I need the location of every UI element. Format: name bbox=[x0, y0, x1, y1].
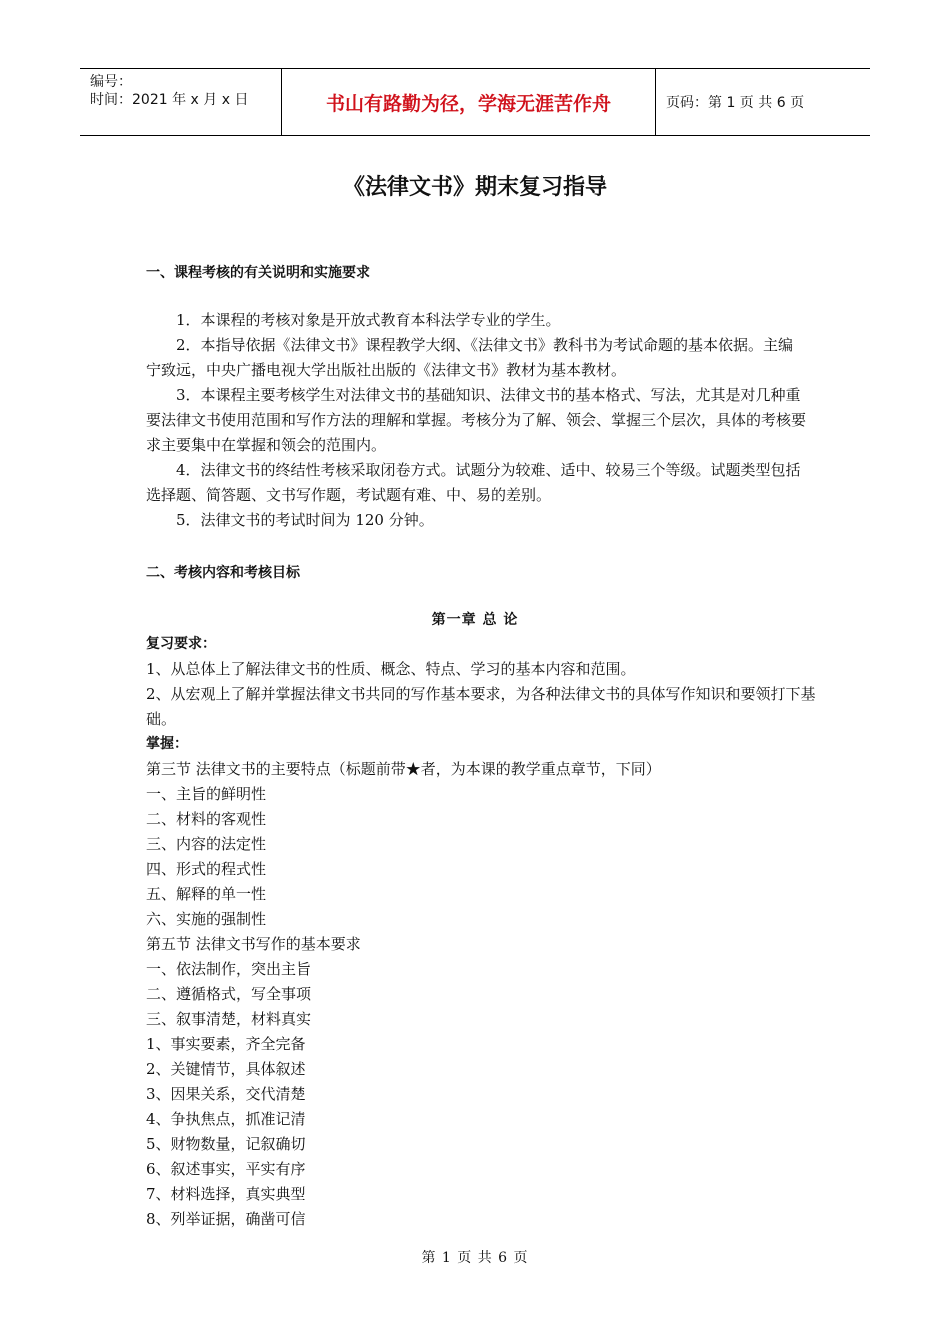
list-item: 四、形式的程式性 bbox=[146, 860, 267, 878]
list-item: 第三节 法律文书的主要特点（标题前带★者，为本课的教学重点章节，下同） bbox=[146, 760, 661, 778]
document-title: 《法律文书》期末复习指导 bbox=[342, 175, 607, 200]
list-item: 六、实施的强制性 bbox=[146, 910, 267, 928]
list-item: 1、从总体上了解法律文书的性质、概念、特点、学习的基本内容和范围。 bbox=[146, 660, 636, 678]
list-item: 8、列举证据，确凿可信 bbox=[146, 1210, 306, 1228]
list-item: 1、事实要素，齐全完备 bbox=[146, 1035, 306, 1053]
chapter-content bbox=[146, 632, 826, 1232]
list-item: 3、因果关系，交代清楚 bbox=[146, 1085, 306, 1103]
paragraph: 4．法律文书的终结性考核采取闭卷方式。试题分为较难、适中、较易三个等级。试题类型包括选择题、简答题、文书写作题，考试题有难、中、易的差别。 bbox=[146, 461, 801, 504]
code-label: 编号： bbox=[90, 74, 132, 90]
page-footer: 第 1 页 共 6 页 bbox=[421, 1250, 529, 1266]
date-label: 时间：2021 年 x 月 x 日 bbox=[90, 92, 249, 108]
chapter-title: 第一章 总 论 bbox=[431, 612, 519, 628]
motto: 书山有路勤为径，学海无涯苦作舟 bbox=[281, 69, 656, 135]
paragraph: 1．本课程的考核对象是开放式教育本科法学专业的学生。 bbox=[176, 311, 561, 329]
section1-paragraphs bbox=[146, 308, 806, 533]
list-item: 7、材料选择，真实典型 bbox=[146, 1185, 306, 1203]
list-item: 三、叙事清楚，材料真实 bbox=[146, 1010, 312, 1028]
section-heading-2: 二、考核内容和考核目标 bbox=[146, 565, 300, 581]
paragraph: 3．本课程主要考核学生对法律文书的基础知识、法律文书的基本格式、写法，尤其是对几种重要法律文书使用范围和写作方法的理解和掌握。考核分为了解、领会、掌握三个层次，具体的考核要求主要集中在掌握和领会的范围内。 bbox=[146, 386, 807, 454]
list-item: 第五节 法律文书写作的基本要求 bbox=[146, 935, 361, 953]
list-item: 二、遵循格式，写全事项 bbox=[146, 985, 312, 1003]
master-label: 掌握： bbox=[146, 736, 188, 752]
list-item: 三、内容的法定性 bbox=[146, 835, 267, 853]
paragraph: 5．法律文书的考试时间为 120 分钟。 bbox=[176, 511, 434, 529]
list-item: 5、财物数量，记叙确切 bbox=[146, 1135, 306, 1153]
list-item: 一、依法制作，突出主旨 bbox=[146, 960, 312, 978]
list-item: 2、从宏观上了解并掌握法律文书共同的写作基本要求，为各种法律文书的具体写作知识和要领打下基础。 bbox=[146, 685, 816, 728]
list-item: 4、争执焦点，抓准记清 bbox=[146, 1110, 306, 1128]
header-meta bbox=[80, 69, 281, 135]
list-item: 2、关键情节，具体叙述 bbox=[146, 1060, 306, 1078]
section-heading-1: 一、课程考核的有关说明和实施要求 bbox=[146, 265, 370, 281]
paragraph: 2．本指导依据《法律文书》课程教学大纲、《法律文书》教科书为考试命题的基本依据。主编宁致远，中央广播电视大学出版社出版的《法律文书》教材为基本教材。 bbox=[146, 336, 794, 379]
list-item: 二、材料的客观性 bbox=[146, 810, 267, 828]
page-indicator: 页码：第 1 页 共 6 页 bbox=[666, 95, 805, 111]
header-table bbox=[80, 68, 870, 136]
list-item: 一、主旨的鲜明性 bbox=[146, 785, 267, 803]
list-item: 6、叙述事实，平实有序 bbox=[146, 1160, 306, 1178]
review-label: 复习要求： bbox=[146, 636, 216, 652]
list-item: 五、解释的单一性 bbox=[146, 885, 267, 903]
